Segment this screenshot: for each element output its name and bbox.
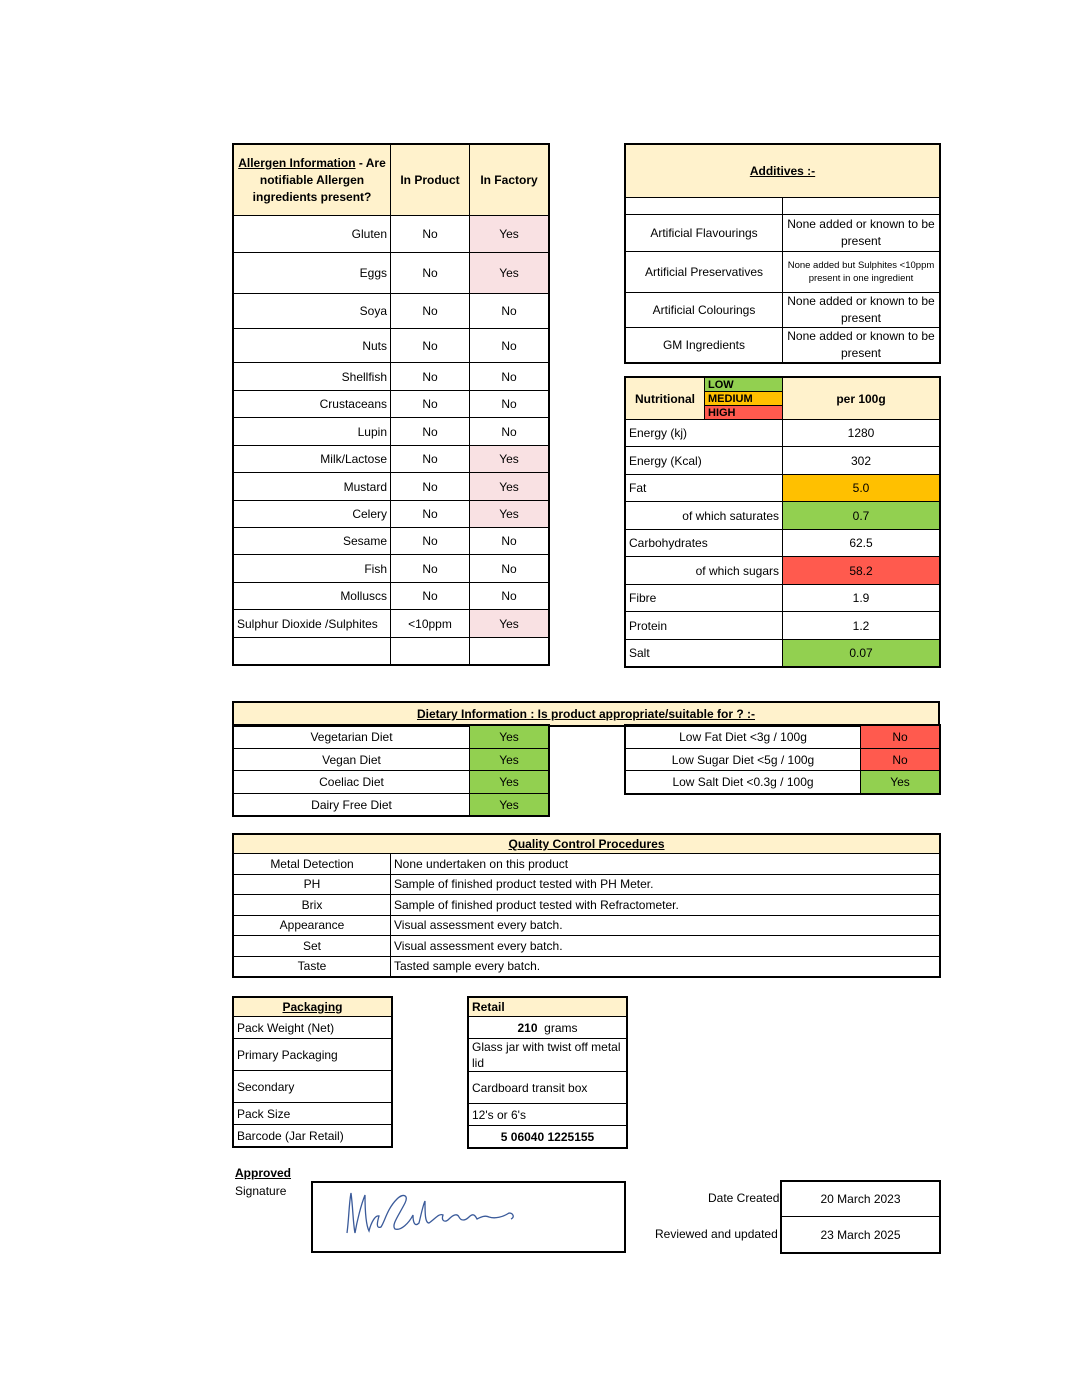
allergen-row	[234, 555, 549, 583]
allergen-in-product: No	[391, 391, 470, 418]
legend-high: HIGH	[705, 406, 783, 420]
nutrition-row	[626, 640, 940, 667]
nutrient-name: of which saturates	[626, 502, 783, 530]
per-100g-header: per 100g	[783, 378, 940, 420]
nutrient-value: 1.2	[783, 612, 940, 640]
allergen-row	[234, 253, 549, 294]
nutrition-row	[626, 530, 940, 557]
allergen-in-product: No	[391, 555, 470, 583]
allergen-name: Sulphur Dioxide /Sulphites	[234, 610, 391, 638]
nutrition-row	[626, 502, 940, 530]
quality-value: Sample of finished product tested with PH Meter.	[391, 874, 940, 895]
allergen-in-factory: No	[470, 418, 549, 446]
nutrition-row	[626, 475, 940, 502]
nutrient-name: Energy (Kcal)	[626, 447, 783, 475]
allergen-name: Sesame	[234, 528, 391, 555]
quality-row	[234, 936, 940, 957]
pack-weight-number: 210	[517, 1020, 538, 1035]
packaging-name: Barcode (Jar Retail)	[234, 1125, 392, 1147]
quality-name: Set	[234, 936, 391, 957]
allergen-name: Soya	[234, 294, 391, 329]
diet-value: Yes	[470, 794, 549, 816]
diet-name: Low Sugar Diet <5g / 100g	[626, 749, 861, 771]
allergen-in-factory: Yes	[470, 253, 549, 294]
allergen-in-factory: No	[470, 329, 549, 363]
retail-value: Cardboard transit box	[469, 1072, 627, 1104]
allergen-row	[234, 294, 549, 329]
nutrient-name: Fat	[626, 475, 783, 502]
allergen-in-factory: Yes	[470, 610, 549, 638]
nutrient-name: Carbohydrates	[626, 530, 783, 557]
nutrient-name: of which sugars	[626, 557, 783, 585]
quality-value: Sample of finished product tested with Refractometer.	[391, 895, 940, 916]
additive-value: None added but Sulphites <10ppm present in one ingredient	[783, 252, 940, 293]
nutrient-value: 58.2	[783, 557, 940, 585]
quality-row	[234, 915, 940, 936]
allergen-in-product: <10ppm	[391, 610, 470, 638]
allergen-in-product: No	[391, 446, 470, 473]
additive-row	[626, 328, 940, 363]
additive-name: Artificial Flavourings	[626, 215, 783, 252]
allergen-row	[234, 418, 549, 446]
allergen-header	[234, 145, 391, 216]
diet-value: Yes	[470, 726, 549, 749]
allergen-in-factory: No	[470, 583, 549, 610]
col-in-factory: In Factory	[470, 145, 549, 216]
additive-name: GM Ingredients	[626, 328, 783, 363]
quality-value: None undertaken on this product	[391, 854, 940, 875]
nutrition-row	[626, 557, 940, 585]
nutrition-row	[626, 612, 940, 640]
quality-row	[234, 956, 940, 977]
diet-name: Vegetarian Diet	[234, 726, 470, 749]
nutrient-value: 1.9	[783, 585, 940, 612]
quality-row	[234, 895, 940, 916]
allergen-name: Milk/Lactose	[234, 446, 391, 473]
additive-row	[626, 252, 940, 293]
allergen-in-product: No	[391, 253, 470, 294]
packaging-row	[234, 1017, 392, 1039]
nutrition-table	[625, 377, 940, 667]
allergen-row	[234, 473, 549, 501]
dietary-row	[234, 794, 549, 816]
allergen-name: Nuts	[234, 329, 391, 363]
col-in-product: In Product	[391, 145, 470, 216]
quality-value: Visual assessment every batch.	[391, 936, 940, 957]
quality-value: Tasted sample every batch.	[391, 956, 940, 977]
quality-row	[234, 854, 940, 875]
packaging-row	[234, 1071, 392, 1103]
allergen-in-factory: No	[470, 555, 549, 583]
reviewed-value: 23 March 2025	[782, 1217, 940, 1253]
diet-value: No	[861, 749, 940, 771]
diet-value: No	[861, 726, 940, 749]
allergen-row	[234, 446, 549, 473]
signature-box	[311, 1181, 626, 1253]
diet-value: Yes	[470, 771, 549, 794]
quality-name: PH	[234, 874, 391, 895]
diet-value: Yes	[861, 771, 940, 794]
allergen-row	[234, 216, 549, 253]
signature-image	[313, 1183, 624, 1251]
additive-value: None added or known to be present	[783, 328, 940, 363]
additives-title: Additives :-	[626, 145, 940, 198]
allergen-row	[234, 501, 549, 528]
packaging-title: Packaging	[282, 1000, 343, 1014]
allergen-in-factory: No	[470, 363, 549, 391]
additive-row	[626, 215, 940, 252]
retail-table	[468, 997, 627, 1148]
quality-value: Visual assessment every batch.	[391, 915, 940, 936]
dates-table	[781, 1181, 940, 1253]
allergen-row	[234, 528, 549, 555]
quality-table	[233, 834, 940, 977]
allergen-in-product: No	[391, 329, 470, 363]
allergen-row	[234, 610, 549, 638]
allergen-in-factory: Yes	[470, 501, 549, 528]
nutrient-name: Salt	[626, 640, 783, 667]
packaging-name: Pack Size	[234, 1103, 392, 1125]
diet-name: Dairy Free Diet	[234, 794, 470, 816]
packaging-name: Secondary	[234, 1071, 392, 1103]
legend-medium: MEDIUM	[705, 392, 783, 406]
dietary-row	[626, 771, 940, 794]
allergen-in-factory: Yes	[470, 446, 549, 473]
allergen-row	[234, 363, 549, 391]
allergen-header-link: Allergen Information	[238, 155, 356, 170]
allergen-in-factory: Yes	[470, 473, 549, 501]
packaging-table	[233, 997, 392, 1147]
allergen-name: Fish	[234, 555, 391, 583]
allergen-row	[234, 583, 549, 610]
allergen-in-product: No	[391, 363, 470, 391]
allergen-in-product: No	[391, 528, 470, 555]
diet-name: Low Fat Diet <3g / 100g	[626, 726, 861, 749]
approved-label: Approved	[235, 1166, 292, 1180]
nutrient-value: 1280	[783, 420, 940, 447]
pack-weight-value	[469, 1017, 627, 1039]
quality-name: Metal Detection	[234, 854, 391, 875]
dietary-row	[234, 726, 549, 749]
pack-weight-unit: grams	[537, 1020, 578, 1035]
retail-title: Retail	[469, 998, 627, 1017]
allergen-name: Shellfish	[234, 363, 391, 391]
nutrition-row	[626, 585, 940, 612]
packaging-row	[234, 1039, 392, 1071]
diet-name: Coeliac Diet	[234, 771, 470, 794]
dietary-row	[626, 749, 940, 771]
allergen-name: Eggs	[234, 253, 391, 294]
nutrient-name: Energy (kj)	[626, 420, 783, 447]
barcode-value: 5 06040 1225155	[469, 1126, 627, 1148]
allergen-row	[234, 329, 549, 363]
date-created-value: 20 March 2023	[782, 1182, 940, 1217]
allergen-name: Celery	[234, 501, 391, 528]
allergen-name: Molluscs	[234, 583, 391, 610]
packaging-name: Primary Packaging	[234, 1039, 392, 1071]
nutrient-value: 302	[783, 447, 940, 475]
allergen-name: Gluten	[234, 216, 391, 253]
retail-value: Glass jar with twist off metal lid	[469, 1039, 627, 1072]
nutrition-row	[626, 447, 940, 475]
nutrient-value: 5.0	[783, 475, 940, 502]
nutrition-title: Nutritional	[626, 378, 705, 420]
additive-name: Artificial Preservatives	[626, 252, 783, 293]
retail-row	[469, 1039, 627, 1072]
packaging-name: Pack Weight (Net)	[234, 1017, 392, 1039]
allergen-table	[233, 144, 549, 665]
allergen-in-product: No	[391, 216, 470, 253]
quality-title: Quality Control Procedures	[508, 837, 665, 851]
dietary-row	[626, 726, 940, 749]
diet-name: Vegan Diet	[234, 749, 470, 771]
allergen-in-factory: No	[470, 391, 549, 418]
allergen-in-product: No	[391, 501, 470, 528]
reviewed-label: Reviewed and updated	[655, 1227, 778, 1241]
allergen-in-product: No	[391, 418, 470, 446]
additive-row	[626, 293, 940, 328]
allergen-name: Crustaceans	[234, 391, 391, 418]
allergen-row	[234, 391, 549, 418]
retail-value: 12's or 6's	[469, 1104, 627, 1126]
allergen-in-factory: No	[470, 528, 549, 555]
quality-name: Appearance	[234, 915, 391, 936]
nutrition-row	[626, 420, 940, 447]
additives-table	[625, 144, 940, 363]
quality-row	[234, 874, 940, 895]
packaging-row	[234, 1103, 392, 1125]
retail-row	[469, 1017, 627, 1039]
signature-label: Signature	[235, 1184, 287, 1198]
allergen-name: Mustard	[234, 473, 391, 501]
dietary-header	[233, 702, 939, 726]
dietary-right-table	[625, 725, 940, 794]
dietary-title: Dietary Information : Is product appropriate/suitable for ? :-	[416, 707, 756, 721]
date-created-label: Date Created	[708, 1191, 780, 1205]
diet-name: Low Salt Diet <0.3g / 100g	[626, 771, 861, 794]
allergen-in-factory: Yes	[470, 216, 549, 253]
allergen-header-text: - Are notifiable Allergen ingredients present?	[252, 155, 386, 204]
nutrient-name: Protein	[626, 612, 783, 640]
quality-name: Taste	[234, 956, 391, 977]
allergen-in-factory: No	[470, 294, 549, 329]
retail-row	[469, 1072, 627, 1104]
allergen-in-product: No	[391, 294, 470, 329]
dietary-row	[234, 749, 549, 771]
diet-value: Yes	[470, 749, 549, 771]
nutrient-name: Fibre	[626, 585, 783, 612]
nutrient-value: 0.7	[783, 502, 940, 530]
allergen-in-product: No	[391, 583, 470, 610]
dietary-row	[234, 771, 549, 794]
legend-low: LOW	[705, 378, 783, 392]
additive-name: Artificial Colourings	[626, 293, 783, 328]
dietary-left-table	[233, 725, 549, 816]
packaging-row	[234, 1125, 392, 1147]
retail-row	[469, 1126, 627, 1148]
additive-value: None added or known to be present	[783, 293, 940, 328]
nutrient-value: 0.07	[783, 640, 940, 667]
retail-row	[469, 1104, 627, 1126]
allergen-name: Lupin	[234, 418, 391, 446]
nutrient-value: 62.5	[783, 530, 940, 557]
quality-name: Brix	[234, 895, 391, 916]
additive-value: None added or known to be present	[783, 215, 940, 252]
allergen-in-product: No	[391, 473, 470, 501]
